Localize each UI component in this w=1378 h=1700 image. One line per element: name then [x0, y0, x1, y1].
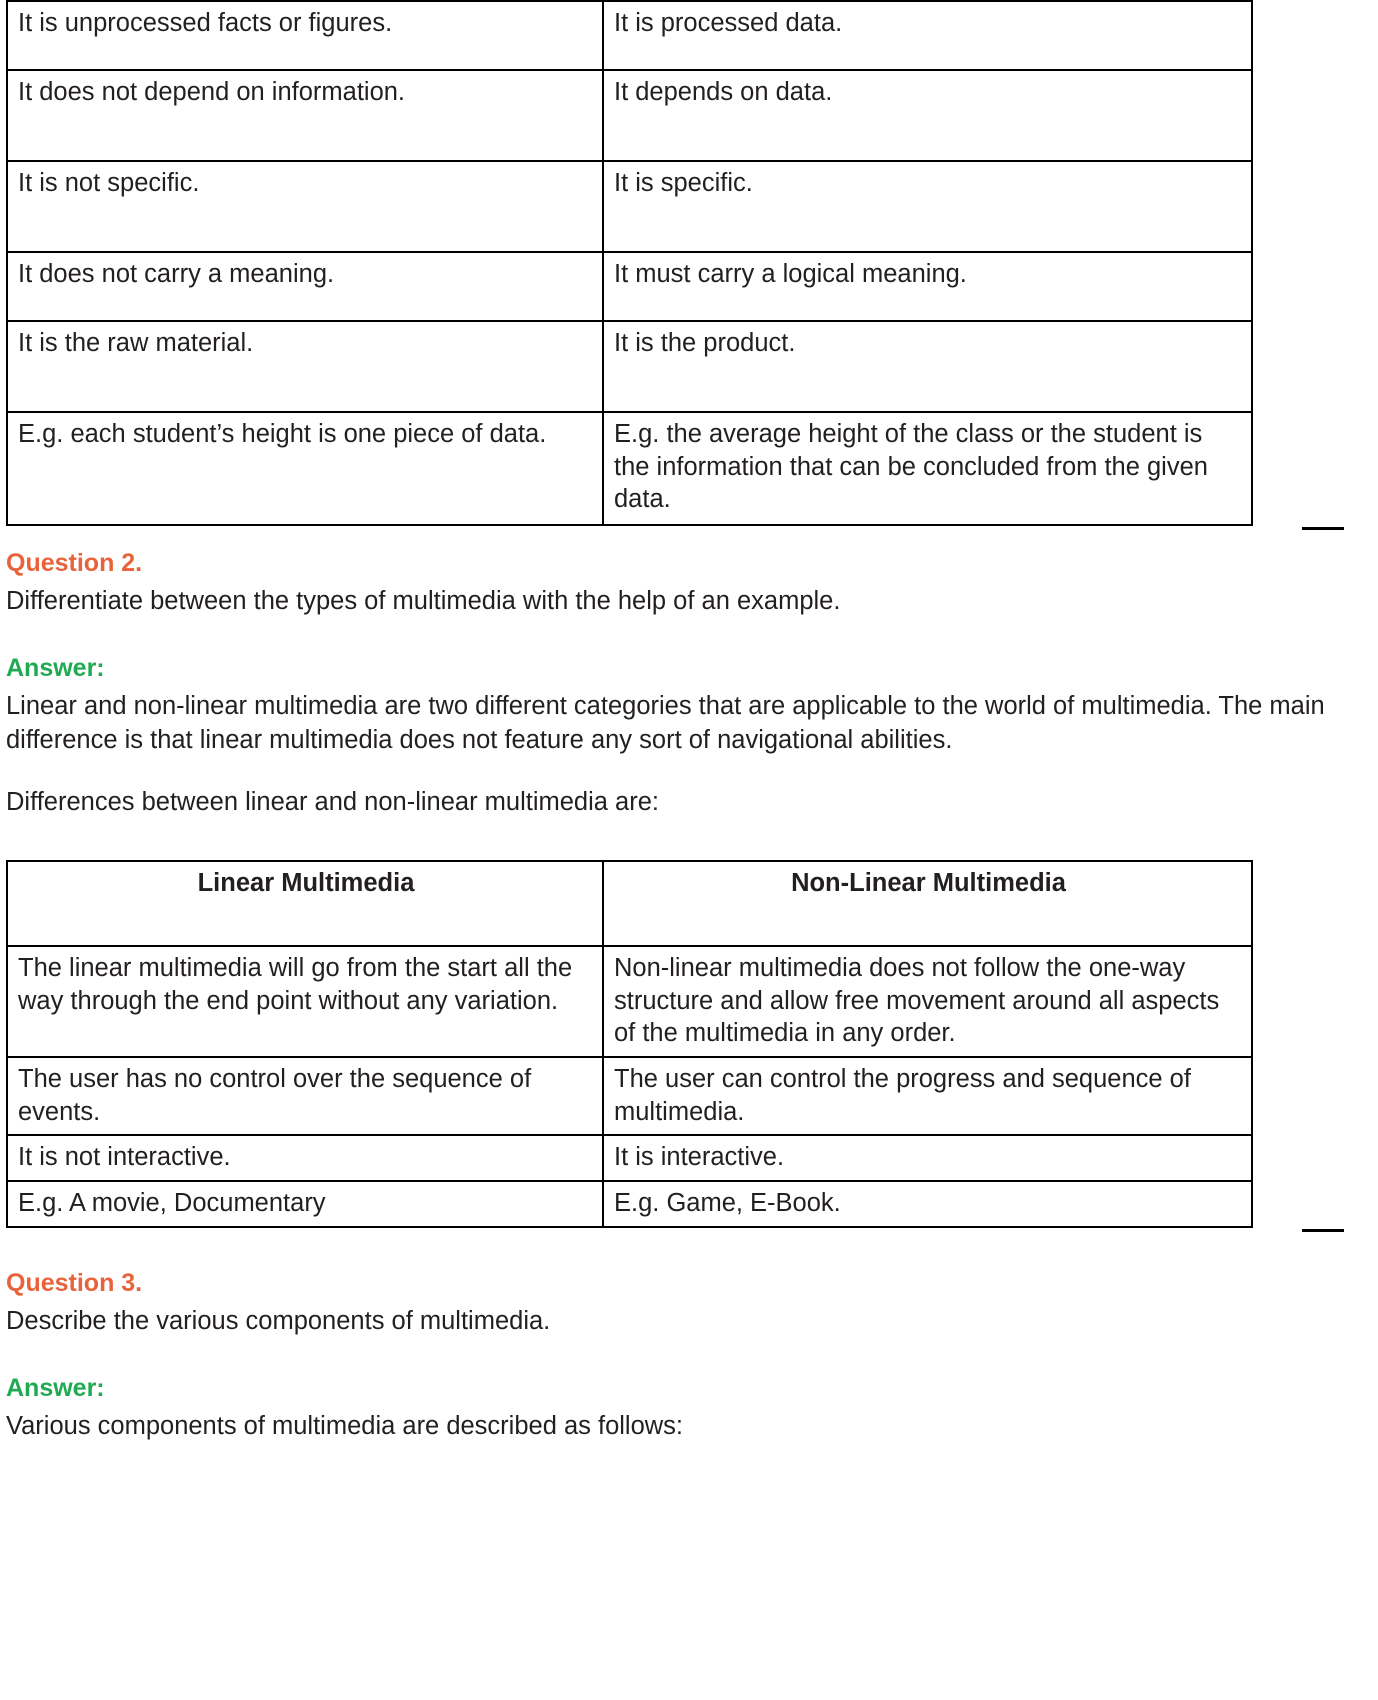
table-row [7, 1057, 1252, 1135]
data-information-table [6, 0, 1253, 526]
table-header-cell: Non-Linear Multimedia [603, 861, 1252, 946]
table-cell: E.g. the average height of the class or the student is the information that can be concluded from the given data. [603, 412, 1252, 525]
table-cell: It is specific. [603, 161, 1252, 252]
table-cell: It is the product. [603, 321, 1252, 412]
answer-2-paragraph-1: Linear and non-linear multimedia are two different categories that are applicable to the world of multimedia. The main difference is that linear multimedia does not feature any sort of navigational abilities. [6, 692, 1325, 755]
table-cell: It is the raw material. [7, 321, 603, 412]
table-cell: It depends on data. [603, 70, 1252, 161]
table-cell: It must carry a logical meaning. [603, 252, 1252, 321]
table-row [7, 321, 1252, 412]
table-cell: It is interactive. [603, 1135, 1252, 1181]
table-cell: Non-linear multimedia does not follow the one-way structure and allow free movement around all aspects of the multimedia in any order. [603, 946, 1252, 1057]
answer-2-paragraph-2: Differences between linear and non-linear multimedia are: [6, 788, 659, 817]
table-cell: It is not specific. [7, 161, 603, 252]
table-row [7, 412, 1252, 525]
answer-3-heading: Answer: [6, 1373, 105, 1402]
table-row [7, 1, 1252, 70]
table-row [7, 1181, 1252, 1227]
answer-2-heading: Answer: [6, 654, 105, 683]
table-row [7, 252, 1252, 321]
question-2-text: Differentiate between the types of multimedia with the help of an example. [6, 587, 841, 616]
multimedia-table-wrapper [6, 860, 1370, 1227]
table-cell: It is processed data. [603, 1, 1252, 70]
table-cell: The user can control the progress and sequence of multimedia. [603, 1057, 1252, 1135]
table-row [7, 70, 1252, 161]
question-2-heading: Question 2. [6, 549, 143, 577]
multimedia-comparison-table [6, 860, 1253, 1227]
table-cell: The user has no control over the sequence of events. [7, 1057, 603, 1135]
question-3-heading: Question 3. [6, 1268, 143, 1297]
table-cell: It is unprocessed facts or figures. [7, 1, 603, 70]
table-cell: E.g. Game, E-Book. [603, 1181, 1252, 1227]
table-cell: The linear multimedia will go from the start all the way through the end point without any variation. [7, 946, 603, 1057]
table-header-row [7, 861, 1252, 946]
question-3-text: Describe the various components of multimedia. [6, 1306, 551, 1335]
data-information-table-wrapper [6, 0, 1370, 526]
table-row [7, 946, 1252, 1057]
table-cell: E.g. each student’s height is one piece of data. [7, 412, 603, 525]
table-header-cell: Linear Multimedia [7, 861, 603, 946]
answer-3-paragraph-1: Various components of multimedia are described as follows: [6, 1411, 684, 1440]
table-cell: It does not carry a meaning. [7, 252, 603, 321]
table-cell: It is not interactive. [7, 1135, 603, 1181]
table-row [7, 161, 1252, 252]
table-cell: It does not depend on information. [7, 70, 603, 161]
table-cell: E.g. A movie, Documentary [7, 1181, 603, 1227]
table-row [7, 1135, 1252, 1181]
